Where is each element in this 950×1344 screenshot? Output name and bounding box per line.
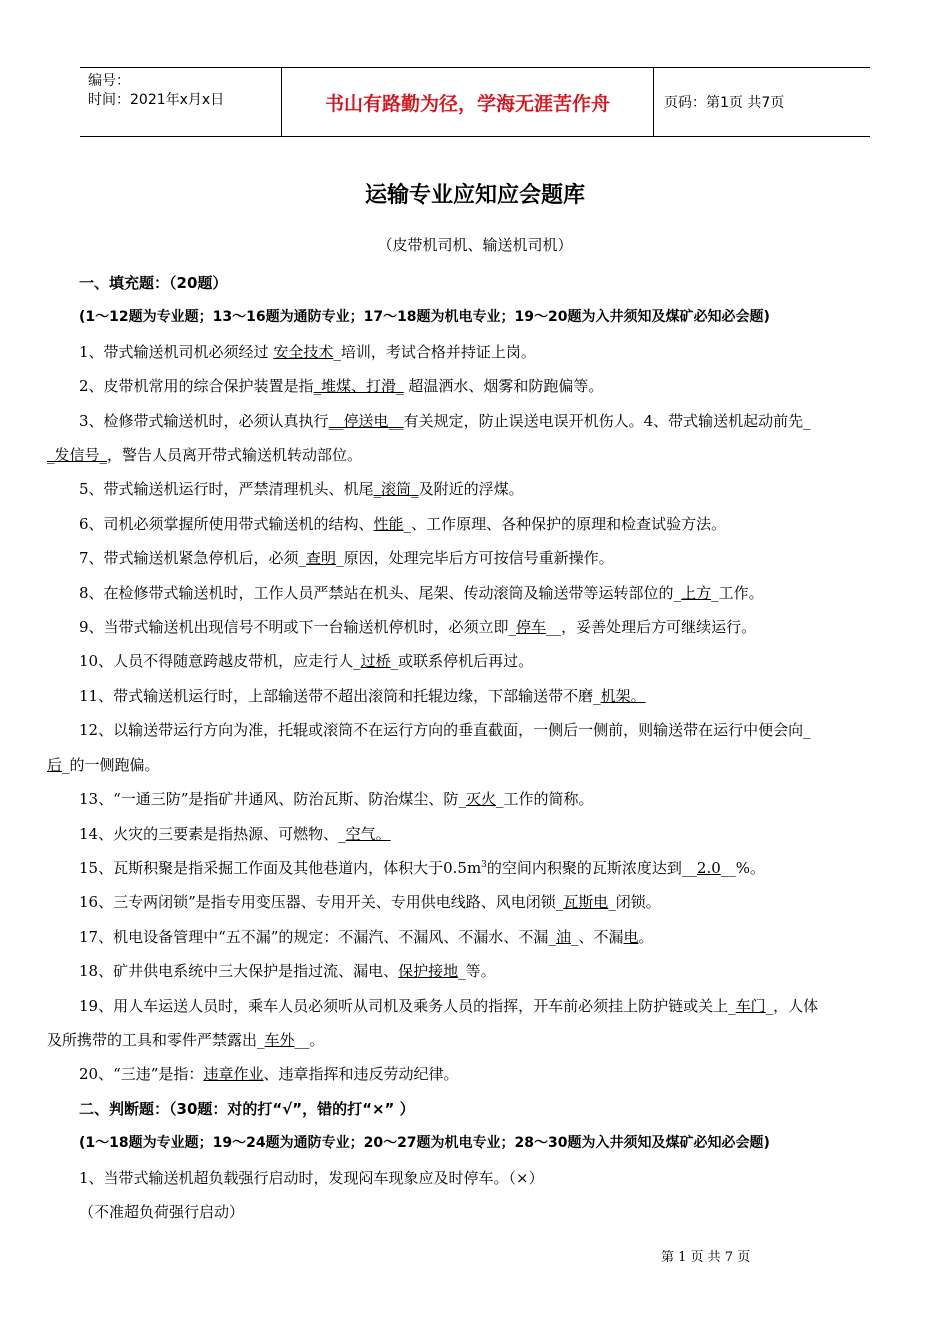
- document-body: [47, 266, 905, 1229]
- page-footer: 第 1 页 共 7 页: [661, 1250, 751, 1265]
- question-13: 13、“一通三防”是指矿井通风、防治瓦斯、防治煤尘、防_灭火_工作的简称。: [79, 790, 594, 809]
- question-7: 7、带式输送机紧急停机后，必须_查明_原因，处理完毕后方可按信号重新操作。: [79, 549, 614, 568]
- question-9: 9、当带式输送机出现信号不明或下一台输送机停机时，必须立即_停车__，妥善处理后方可继续运行。: [79, 618, 757, 637]
- question-15: 15、瓦斯积聚是指采掘工作面及其他巷道内，体积大于$0.5m^3$的空间内积聚的瓦斯浓度达到__2.0__%。: [79, 858, 766, 877]
- question-11: 11、带式输送机运行时，上部输送带不超出滚筒和托辊边缘，下部输送带不磨_机架。: [79, 686, 646, 705]
- question-14: 14、火灾的三要素是指热源、可燃物、_空气。: [79, 824, 391, 843]
- document-date-label: 时间：2021年x月x日: [88, 92, 225, 108]
- header-page-label: 页码：第1页 共7页: [664, 95, 785, 111]
- question-20: 20、“三违”是指：违章作业、违章指挥和违反劳动纪律。: [79, 1065, 459, 1084]
- question-8: 8、在检修带式输送机时，工作人员严禁站在机头、尾架、传动滚筒及输送带等运转部位的_上方_工作。: [79, 583, 764, 602]
- section-note-judge: (1～18题为专业题；19～24题为通防专业；20～27题为机电专业；28～30题为入井须知及煤矿必知必会题): [79, 1135, 770, 1152]
- question-18: 18、矿井供电系统中三大保护是指过流、漏电、保护接地_等。: [79, 962, 496, 981]
- judge-question-1: 1、当带式输送机超负载强行启动时，发现闷车现象应及时停车。（×）: [79, 1168, 544, 1187]
- question-3: 3、检修带式输送机时，必须认真执行__停送电__有关规定，防止误送电误开机伤人。4、带式输送机起动前先_: [79, 411, 811, 430]
- question-5: 5、带式输送机运行时，严禁清理机头、机尾_滚筒_及附近的浮煤。: [79, 480, 524, 499]
- question-12-continued: 后_的一侧跑偏。: [47, 755, 160, 774]
- header-motto: 书山有路勤为径，学海无涯苦作舟: [281, 68, 654, 136]
- document-subtitle: （皮带机司机、输送机司机）: [377, 236, 573, 254]
- question-19-continued: 及所携带的工具和零件严禁露出_车外__。: [47, 1030, 325, 1049]
- section-heading-fill: 一、填充题：（20题）: [79, 274, 228, 292]
- question-17: 17、机电设备管理中“五不漏”的规定：不漏汽、不漏风、不漏水、不漏_油_、不漏电。: [79, 927, 654, 946]
- question-2: 2、皮带机常用的综合保护装置是指_堆煤、打滑_ 超温洒水、烟雾和防跑偏等。: [79, 377, 604, 396]
- question-4: _发信号_，警告人员离开带式输送机转动部位。: [47, 446, 363, 465]
- question-19: 19、用人车运送人员时，乘车人员必须听从司机及乘务人员的指挥，开车前必须挂上防护链或关上_车门_，人体: [79, 996, 819, 1015]
- document-number-label: 编号：: [88, 73, 130, 89]
- header-table: [80, 67, 870, 137]
- section-heading-judge: 二、判断题：（30题：对的打“√”，错的打“×” ）: [79, 1099, 415, 1118]
- question-12: 12、以输送带运行方向为准，托辊或滚筒不在运行方向的垂直截面，一侧后一侧前，则输送带在运行中便会向_: [79, 721, 811, 740]
- question-10: 10、人员不得随意跨越皮带机，应走行人_过桥_或联系停机后再过。: [79, 652, 534, 671]
- question-1: 1、带式输送机司机必须经过 安全技术_培训，考试合格并持证上岗。: [79, 342, 536, 361]
- question-6: 6、司机必须掌握所使用带式输送机的结构、性能_、工作原理、各种保护的原理和检查试验方法。: [79, 514, 727, 533]
- question-16: 16、三专两闭锁”是指专用变压器、专用开关、专用供电线路、风电闭锁_瓦斯电_闭锁。: [79, 893, 661, 912]
- document-title: 运输专业应知应会题库: [364, 183, 585, 208]
- judge-question-1-explanation: （不准超负荷强行启动）: [79, 1202, 245, 1221]
- section-note-fill: (1～12题为专业题；13～16题为通防专业；17～18题为机电专业；19～20题为入井须知及煤矿必知必会题): [79, 309, 770, 326]
- header-left-cell: [80, 68, 281, 136]
